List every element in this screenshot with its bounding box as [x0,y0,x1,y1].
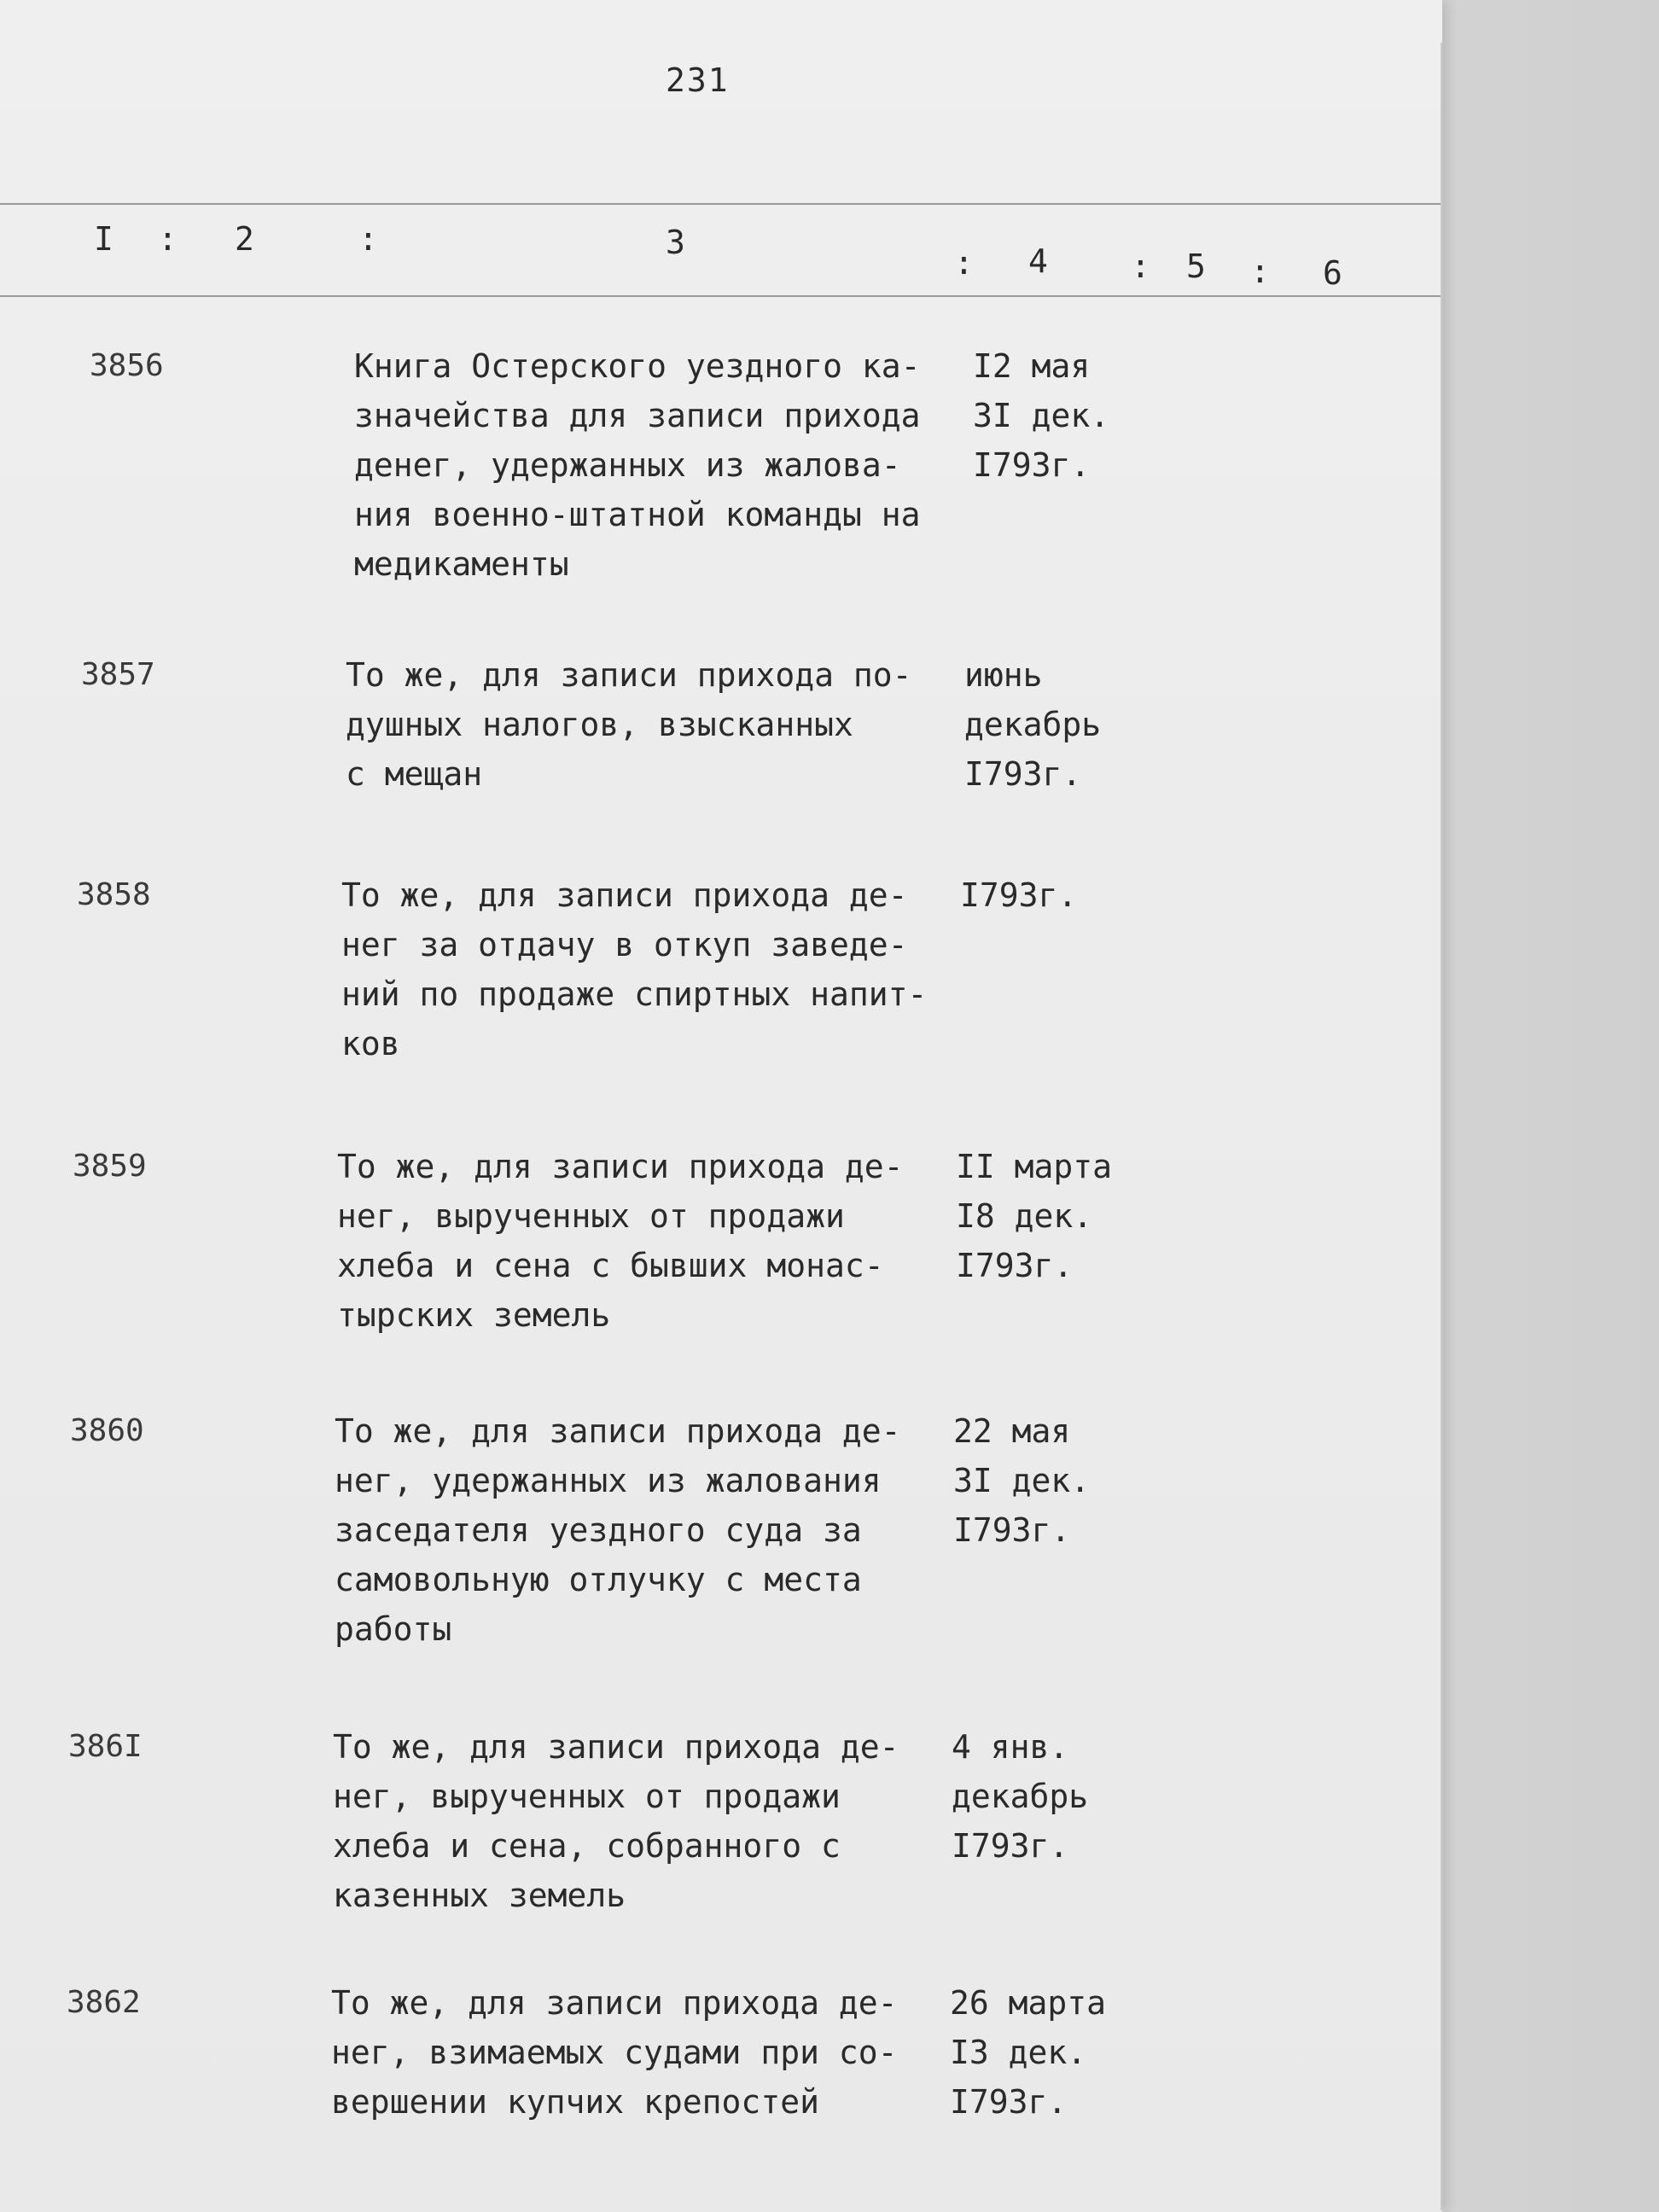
column-header-2: 2 [235,220,254,258]
entry-description: То же, для записи прихода де- нег, вырученных от продажи хлеба и сена, собранного с казенных земель [333,1728,899,1914]
column-header-1: I [94,220,114,258]
entry-dates: I2 мая 3I дек. I793г. [973,347,1110,484]
entry-description: То же, для записи прихода де- нег, взимаемых судами при со- вершении купчих крепостей [331,1984,898,2121]
entry-dates: II марта I8 дек. I793г. [956,1148,1113,1284]
entry-dates: июнь декабрь I793г. [964,656,1102,793]
column-separator-4: : [1131,247,1150,285]
entry-number: 3856 [90,348,164,383]
page-number: 231 [666,61,730,99]
entry-number: 386I [68,1729,143,1764]
entry-dates: 22 мая 3I дек. I793г. [953,1412,1091,1549]
column-separator-2: : [358,220,378,258]
column-separator-3: : [954,244,974,282]
entry-description: То же, для записи прихода де- нег за отдачу в откуп заведе- ний по продаже спиртных напит- ков [341,876,928,1062]
entry-number: 3862 [67,1985,141,2020]
entry-number: 3860 [70,1413,144,1448]
column-header-3: 3 [666,224,685,261]
column-header-6: 6 [1323,254,1342,292]
entry-number: 3859 [73,1149,147,1184]
entry-dates: 4 янв. декабрь I793г. [952,1728,1089,1865]
entry-description: То же, для записи прихода де- нег, удержанных из жалования заседателя уездного суда за самовольную отлучку с места работы [335,1412,901,1648]
column-separator-1: : [158,220,178,258]
entry-number: 3858 [77,877,151,912]
column-header-5: 5 [1186,247,1206,285]
header-bottom-rule [0,295,1442,297]
entry-dates: 26 марта I3 дек. I793г. [950,1984,1107,2121]
entry-dates: I793г. [960,876,1078,914]
entry-number: 3857 [81,657,155,692]
entry-description: Книга Остерского уездного ка- значейства для записи прихода денег, удержанных из жалова- ния военно-штатной команды на медикаменты [354,347,921,583]
column-separator-5: : [1250,253,1270,290]
header-top-rule [0,203,1442,205]
entry-description: То же, для записи прихода по- душных налогов, взысканных с мещан [346,656,912,793]
entry-description: То же, для записи прихода де- нег, вырученных от продажи хлеба и сена с бывших монас- тырских земель [337,1148,904,1334]
column-header-4: 4 [1028,242,1048,280]
